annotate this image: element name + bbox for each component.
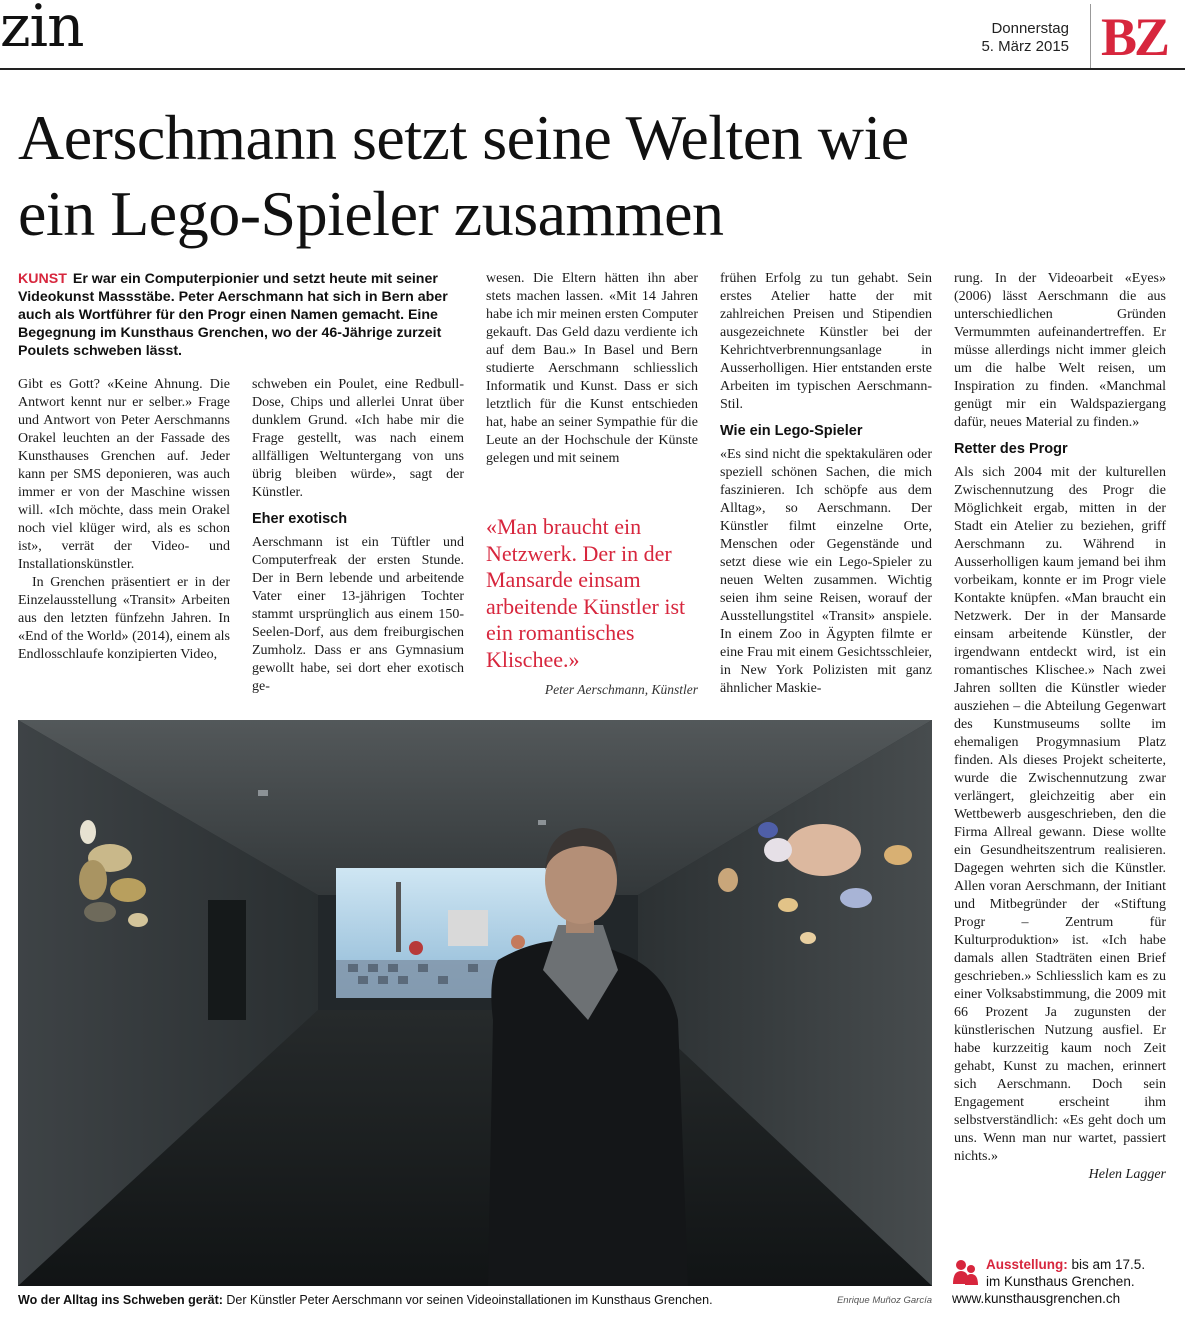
issue-date: 5. März 2015 <box>981 38 1069 55</box>
column-2 <box>252 376 464 696</box>
masthead-rule <box>0 68 1185 70</box>
newspaper-logo: BZ <box>1100 7 1167 67</box>
headline-line-2: ein Lego-Spieler zusammen <box>18 178 724 249</box>
exhibition-date: bis am 17.5. <box>1071 1257 1146 1272</box>
body-paragraph: «Es sind nicht die spektakulären oder speziell schönen Sachen, die mich faszinieren. Ich schöpfe aus dem Alltag», so Aerschmann. Der Künstler filmt einzelne Orte, Menschen oder Gegenstände und setzt diese wie ein Lego-Spieler zu neuen Welten zusammen. Wichtig seien ihm seine Reisen, worauf der Ausstellungstitel «Transit» anspiele. In einem Zoo in Ägypten filmte er eine Frau mit einem Gesichtsschleier, in New York Polizisten mit ganz ähnlicher Maskie- <box>720 447 932 696</box>
body-paragraph: Aerschmann ist ein Tüftler und Computerfreak der ersten Stunde. Der in Bern lebende und arbeitende Vater einer 13-jährigen Tochter stammt ursprünglich aus einem 150-Seelen-Dorf, aus dem freiburgischen Zumholz. Dass er ans Gymnasium gewollt habe, sei dort eher exotisch ge- <box>252 535 464 694</box>
exhibition-venue: im Kunsthaus Grenchen. <box>986 1274 1135 1289</box>
column-3 <box>486 270 698 468</box>
exhibition-info <box>952 1256 1172 1307</box>
headline <box>18 100 1168 252</box>
photo-caption <box>18 1293 798 1307</box>
author-byline: Helen Lagger <box>1088 1167 1166 1182</box>
weekday: Donnerstag <box>991 20 1069 37</box>
masthead-divider <box>1090 4 1091 68</box>
column-5 <box>954 270 1166 1184</box>
pull-quote-attribution: Peter Aerschmann, Künstler <box>544 682 698 697</box>
dateline <box>981 20 1069 56</box>
headline-line-1: Aerschmann setzt seine Welten wie <box>18 102 909 173</box>
exhibition-label: Ausstellung: <box>986 1257 1068 1272</box>
body-paragraph: frühen Erfolg zu tun gehabt. Sein erstes Atelier hatte der mit zahlreichen Preisen und Stipendien ausgezeichnete Künstler bei der Kehrichtverbrennungsanlage in Ausserholligen. Hier entstanden erste Arbeiten im typischen Aerschmann-Stil. <box>720 271 932 412</box>
lead-text: Er war ein Computerpionier und setzt heute mit seiner Videokunst Massstäbe. Peter Aerschmann hat sich in Bern aber auch als Wortführer für den Progr einen Namen gemacht. Eine Begegnung im Kunsthaus Grenchen, wo der 46-Jährige zurzeit Poulets schweben lässt. <box>18 271 448 359</box>
body-paragraph: Als sich 2004 mit der kulturellen Zwischennutzung des Progr die Möglichkeit ergab, mitten in der Stadt ein Atelier zu beziehen, griff Aerschmann zu. Während in Ausserholligen kaum jemand bei ihm vorbeikam, konnte er im Progr viele Kontakte knüpfen. «Man braucht ein Netzwerk. Der in der Mansarde einsam arbeitende Künstler, der irgendwann entdeckt wird, ist ein romantisches Klischee.» Nach zwei Jahren sollten die Künstler wieder ausziehen – die Abteilung Gegenwart des Kunstmuseums sollte im ehemaligen Progymnasium Platz finden. Als dieses Projekt scheiterte, wurde die Zwischennutzung zwar verlängert, gleichzeitig aber ein Wettbewerb ausgeschrieben, den die Firma Allreal gewann. Diese wollte ein Gesundheitszentrum realisieren. Dagegen wehrten sich die Künstler. Allen voran Aerschmann, der Initiant und Mitbegründer der «Stiftung Progr – Zentrum für Kulturproduktion» ist. «Ich habe damals allen Stadträten einen Brief geschrieben.» Schliesslich kam es zu einer Volksabstimmung, die 2009 mit 66 Prozent Ja zugunsten der künstlerischen Nutzung ausfiel. Er habe kurzzeitig kaum noch Zeit gehabt, Kunst zu machen, erinnert sich Aerschmann. Doch sein Engagement erscheint ihm selbstverständlich: «Es geht doch um uns. Wenn man nur wartet, passiert nichts.» <box>954 465 1166 1164</box>
body-paragraph: schweben ein Poulet, eine Redbull-Dose, Chips und allerlei Unrat über dunklem Grund. «Ich habe mir die Frage gestellt, was nach einem allfälligen Weltuntergang von uns übrig bleiben würde», sagt der Künstler. <box>252 377 464 500</box>
body-paragraph: wesen. Die Eltern hätten ihn aber stets machen lassen. «Mit 14 Jahren habe ich mir meinen ersten Computer gekauft. Das Geld dazu verdiente ich auf dem Bau.» In Basel und Bern studierte Aerschmann schliesslich Informatik und Kunst. Dass er sich letztlich für die Kunst entschieden hat, habe an seiner Sympathie für die Leute an der Hochschule der Künste gelegen und mit seinem <box>486 271 698 466</box>
doorway <box>208 900 246 1020</box>
column-4 <box>720 270 932 698</box>
subhead-eher-exotisch: Eher exotisch <box>252 511 348 527</box>
article-photo <box>18 720 932 1286</box>
subhead-lego-spieler: Wie ein Lego-Spieler <box>720 423 863 439</box>
caption-lead: Wo der Alltag ins Schweben gerät: <box>18 1293 223 1307</box>
photo-credit: Enrique Muñoz García <box>836 1295 932 1306</box>
caption-text: Der Künstler Peter Aerschmann vor seinen Videoinstallationen im Kunsthaus Grenchen. <box>226 1293 713 1307</box>
pull-quote: «Man braucht ein Netzwerk. Der in der Mansarde einsam arbeitende Künstler ist ein romantisches Klischee.» <box>486 514 686 672</box>
subhead-retter-des-progr: Retter des Progr <box>954 441 1068 457</box>
body-paragraph: In Grenchen präsentiert er in der Einzelausstellung «Transit» Arbeiten aus den letzten fünfzehn Jahren. In «End of the World» (2014), einem als Endlosschlaufe konzipierten Video, <box>18 575 230 662</box>
body-paragraph: Gibt es Gott? «Keine Ahnung. Die Antwort kennt nur er selber.» Frage und Antwort von Peter Aerschmanns Orakel leuchten an der Fassade des Kunsthauses Grenchen auf. Jeder kann per SMS deponieren, was auch immer er von der Maschine wissen will. «Ich möchte, dass mein Orakel noch viel klüger wird, als es schon ist», verrät der Video- und Installationskünstler. <box>18 377 230 572</box>
exhibition-dates <box>952 1256 1172 1273</box>
exhibition-url[interactable]: www.kunsthausgrenchen.ch <box>952 1291 1121 1306</box>
kicker: KUNST <box>18 271 67 287</box>
lead-paragraph <box>18 270 458 360</box>
section-name: zin <box>0 0 84 60</box>
column-1 <box>18 376 230 664</box>
body-paragraph: rung. In der Videoarbeit «Eyes» (2006) lässt Aerschmann die aus unterschiedlichen Gründen Vermummten aufeinandertreffen. Er müsse allerdings nicht immer gleich um die halbe Welt reisen, um Inspiration zu finden. «Manchmal genügt mir ein Waldspaziergang dafür, neues Material zu finden.» <box>954 271 1166 430</box>
person-group-icon <box>952 1258 980 1286</box>
